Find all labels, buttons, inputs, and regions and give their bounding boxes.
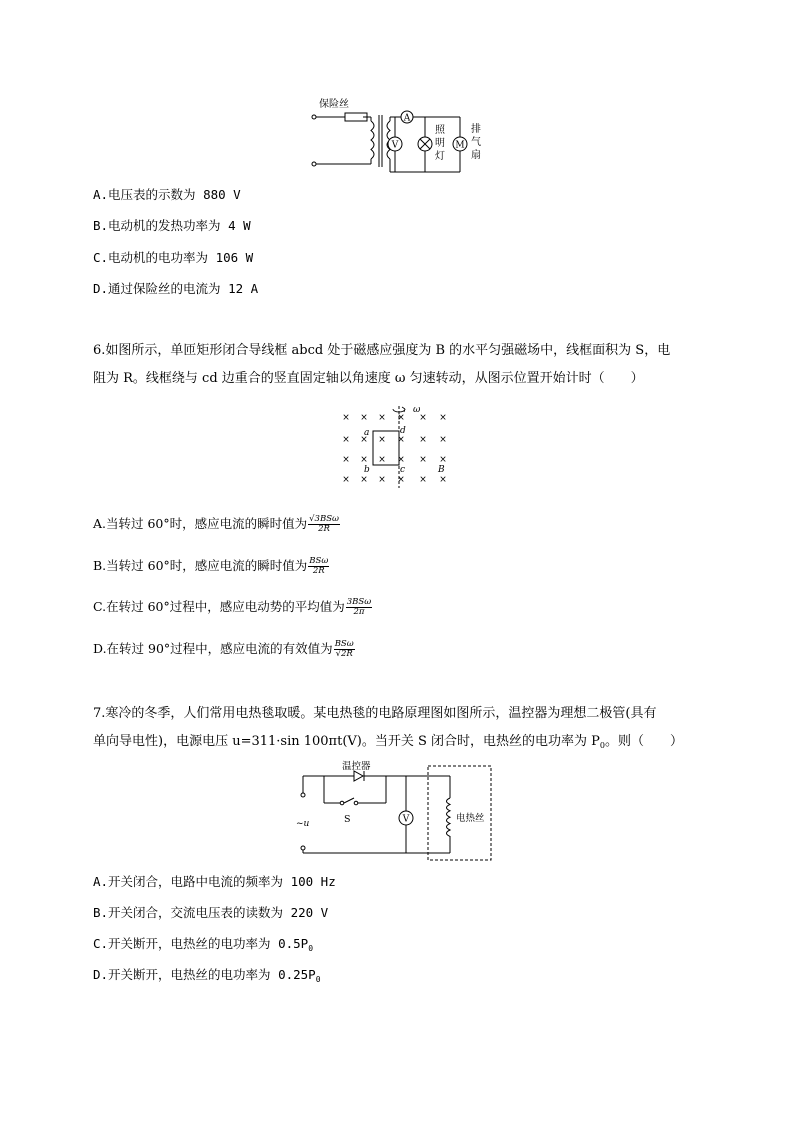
q6-option-a-denominator: 2R <box>318 524 330 534</box>
q6-option-c-numerator: 3BSω <box>346 597 372 607</box>
q5-option-d: D.通过保险丝的电流为 12 A <box>93 281 259 296</box>
field-cross-0-0: × <box>342 413 350 423</box>
field-cross-1-0: × <box>342 435 350 445</box>
field-cross-3-3: × <box>397 475 405 485</box>
q6-option-d-numerator: BSω <box>334 639 354 649</box>
q6-option-c-denominator: 2π <box>353 607 365 617</box>
field-cross-2-5: × <box>439 455 447 465</box>
lamp-label-2: 明 <box>435 138 445 149</box>
rotating-loop-figure <box>335 398 465 488</box>
q6-stem <box>93 337 705 393</box>
q6-option-a-text: A.当转过 60°时，感应电流的瞬时值为 <box>93 516 308 531</box>
q7-stem <box>93 700 705 760</box>
q7-option-c <box>93 934 313 953</box>
corner-a-label: a <box>364 428 370 438</box>
field-b-label: B <box>438 465 445 475</box>
field-cross-3-1: × <box>360 475 368 485</box>
q6-option-c-text: C.在转过 60°过程中，感应电动势的平均值为 <box>93 599 345 614</box>
q7-option-a <box>93 872 336 890</box>
q7-option-b <box>93 903 328 921</box>
q7-stem-line1: 7.寒冷的冬季，人们常用电热毯取暖。某电热毯的电路原理图如图所示，温控器为理想二极管(具有 <box>93 706 657 721</box>
lamp-label-3: 灯 <box>435 151 445 162</box>
q6-option-a-numerator: √3BSω <box>309 514 339 524</box>
field-cross-2-3: × <box>397 455 405 465</box>
q6-option-b-denominator: 2R <box>312 566 325 576</box>
fan-label-3: 扇 <box>471 150 481 161</box>
field-cross-1-2: × <box>378 435 386 445</box>
q7-stem-line2-end: 。则（ ） <box>605 734 684 749</box>
field-cross-0-2: × <box>378 413 386 423</box>
motor-label: M <box>455 140 465 151</box>
field-cross-3-0: × <box>342 475 350 485</box>
field-cross-1-4: × <box>419 435 427 445</box>
q6-option-b-text: B.当转过 60°时，感应电流的瞬时值为 <box>93 558 308 573</box>
thermostat-label: 温控器 <box>342 761 371 772</box>
q6-option-d <box>93 639 355 659</box>
ammeter-label: A <box>403 113 411 124</box>
q7-stem-line2-main: 单向导电性)，电源电压 u=311·sin 100πt(V)。当开关 S 闭合时，电热丝的电功率为 P <box>93 734 600 749</box>
field-cross-1-5: × <box>439 435 447 445</box>
fuse-label: 保险丝 <box>319 99 349 110</box>
q7-option-c-text: C.开关断开，电热丝的电功率为 0.5P <box>93 936 309 951</box>
field-cross-0-1: × <box>360 413 368 423</box>
q6-option-c <box>93 597 372 617</box>
field-cross-3-4: × <box>419 475 427 485</box>
corner-b-label: b <box>364 465 370 475</box>
q7-option-d-sub: 0 <box>315 975 321 984</box>
q7-option-b-text: B.开关闭合，交流电压表的读数为 220 V <box>93 905 329 920</box>
q5-option-c: C.电动机的电功率为 106 W <box>93 250 254 265</box>
corner-c-label: c <box>400 465 406 475</box>
electric-blanket-circuit-figure <box>292 760 492 865</box>
voltmeter-label: V <box>402 814 410 825</box>
fan-label-1: 排 <box>471 124 481 135</box>
transformer-circuit-figure <box>305 95 505 175</box>
q7-stem-line2-sub: 0 <box>599 741 606 750</box>
field-cross-2-1: × <box>360 455 368 465</box>
voltmeter-label: V <box>391 140 399 151</box>
q6-option-b-numerator: BSω <box>309 556 329 566</box>
q7-option-d <box>93 965 321 984</box>
q6-option-a-fraction <box>308 515 340 534</box>
lamp-icon <box>418 137 432 151</box>
field-cross-3-2: × <box>378 475 386 485</box>
q6-option-a <box>93 514 340 534</box>
q6-option-c-fraction <box>346 598 372 617</box>
q7-option-a-text: A.开关闭合，电路中电流的频率为 100 Hz <box>93 874 336 889</box>
q6-stem-line1: 6.如图所示，单匝矩形闭合导线框 abcd 处于磁感应强度为 B 的水平匀强磁场中，线框面积为 S，电 <box>93 343 671 358</box>
q6-option-d-denominator: √2R <box>335 649 353 659</box>
field-cross-3-5: × <box>439 475 447 485</box>
omega-label: ω <box>413 405 421 415</box>
switch-label: S <box>344 814 351 825</box>
field-cross-0-3: × <box>397 413 405 423</box>
heater-label: 电热丝 <box>456 813 485 824</box>
q6-stem-line2: 阻为 R。线框绕与 cd 边重合的竖直固定轴以角速度 ω 匀速转动，从图示位置开始计时（ ） <box>93 371 644 386</box>
field-cross-0-5: × <box>439 413 447 423</box>
field-cross-2-4: × <box>419 455 427 465</box>
fan-label-2: 气 <box>471 137 481 148</box>
wire-loop <box>373 431 399 465</box>
field-cross-2-2: × <box>378 455 386 465</box>
lamp-label-1: 照 <box>435 125 445 136</box>
q7-option-d-text: D.开关断开，电热丝的电功率为 0.25P <box>93 967 316 982</box>
q5-option-a: A.电压表的示数为 880 V <box>93 187 241 202</box>
corner-d-label: d <box>400 426 406 436</box>
source-label: ~u <box>296 819 310 829</box>
q7-stem-line2 <box>93 728 705 760</box>
q7-option-c-sub: 0 <box>308 944 314 953</box>
diode-icon <box>354 771 364 781</box>
q6-option-d-fraction <box>334 640 355 659</box>
q6-option-b <box>93 556 329 576</box>
q6-option-b-fraction <box>308 557 329 576</box>
field-cross-0-4: × <box>419 413 427 423</box>
field-cross-2-0: × <box>342 455 350 465</box>
q6-option-d-text: D.在转过 90°过程中，感应电流的有效值为 <box>93 641 333 656</box>
field-cross-1-1: × <box>360 435 368 445</box>
field-cross-1-3: × <box>397 435 405 445</box>
q5-option-b: B.电动机的发热功率为 4 W <box>93 218 251 233</box>
